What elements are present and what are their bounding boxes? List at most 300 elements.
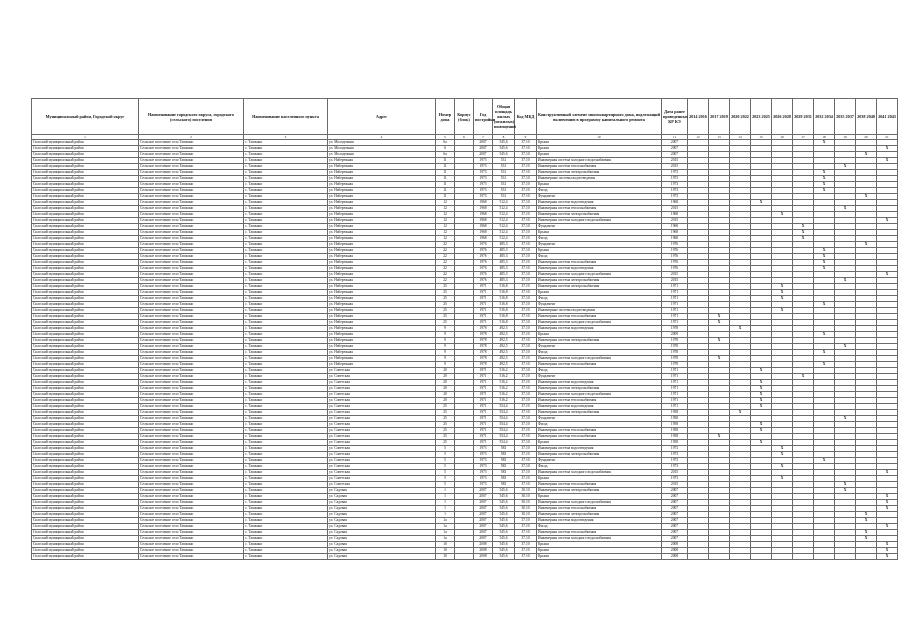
column-header: Общая площадь жилых (нежилых) помещений xyxy=(493,99,515,135)
repair-period-mark: X xyxy=(835,488,856,494)
table-cell: 37.10 xyxy=(515,380,537,386)
table-cell: 1978 xyxy=(474,362,493,368)
table-cell: 2015 xyxy=(662,158,688,164)
table-cell: Сельское поселение село Ташкино xyxy=(139,362,244,368)
table-cell: 37.10 xyxy=(515,524,537,530)
repair-period-mark: X xyxy=(751,428,772,434)
table-cell: 1971 xyxy=(662,296,688,302)
table-cell: 516,2 xyxy=(493,398,515,404)
table-cell: ул. Набережная xyxy=(328,230,436,236)
table-cell: Спасский муниципальный район xyxy=(32,374,139,380)
table-cell: Сельское поселение село Ташкино xyxy=(139,554,244,560)
table-cell: 492,5 xyxy=(493,350,515,356)
table-cell: 37.10 xyxy=(515,206,537,212)
table-cell: Спасский муниципальный район xyxy=(32,182,139,188)
table-cell: Сельское поселение село Ташкино xyxy=(139,470,244,476)
table-cell: 37.10 xyxy=(515,224,537,230)
table-cell: с. Ташкино xyxy=(244,350,328,356)
table-cell: с. Ташкино xyxy=(244,398,328,404)
column-header: 2020 2022 xyxy=(730,99,751,135)
table-cell: ул. Набережная xyxy=(328,302,436,308)
table-cell: 1968 xyxy=(474,206,493,212)
column-header: 2023 2025 xyxy=(751,99,772,135)
table-cell: 1971 xyxy=(474,428,493,434)
table-cell: Сельское поселение село Ташкино xyxy=(139,506,244,512)
table-cell: 37.10 xyxy=(515,212,537,218)
table-cell: Спасский муниципальный район xyxy=(32,284,139,290)
table-cell: 1958 xyxy=(662,422,688,428)
repair-period-mark: X xyxy=(856,512,877,518)
table-cell: 6 xyxy=(436,146,455,152)
table-cell: 10 xyxy=(436,548,455,554)
table-cell: ул. Набережная xyxy=(328,176,436,182)
table-cell: с. Ташкино xyxy=(244,224,328,230)
table-cell: 37.10 xyxy=(515,140,537,146)
table-header xyxy=(32,99,898,140)
table-cell: Сельское поселение село Ташкино xyxy=(139,290,244,296)
table-cell: 25 xyxy=(436,284,455,290)
table-cell: 30.10 xyxy=(515,506,537,512)
table-cell: 545,6 xyxy=(493,554,515,560)
table-cell: ул. Молодежная xyxy=(328,146,436,152)
column-header: Наименование городского округа, городского (сельского) поселения xyxy=(139,99,244,135)
table-cell: ул. Набережная xyxy=(328,326,436,332)
column-number: 16 xyxy=(772,135,793,140)
table-cell: с. Ташкино xyxy=(244,284,328,290)
table-cell: 25 xyxy=(436,296,455,302)
table-cell: 516,8 xyxy=(493,284,515,290)
table-cell: 11 xyxy=(436,158,455,164)
table-cell: 1973 xyxy=(474,182,493,188)
table-cell: ул. Набережная xyxy=(328,218,436,224)
table-cell: 22 xyxy=(436,272,455,278)
table-cell: Сельское поселение село Ташкино xyxy=(139,452,244,458)
table-cell: Спасский муниципальный район xyxy=(32,212,139,218)
table-cell: 37.10 xyxy=(515,182,537,188)
table-cell: Инженерная система холодного водоснабжения xyxy=(537,536,662,542)
table-cell: ул. Советская xyxy=(328,428,436,434)
repair-period-mark: X xyxy=(793,230,814,236)
table-cell: 2015 xyxy=(662,272,688,278)
table-cell: 1978 xyxy=(662,356,688,362)
table-cell: Спасский муниципальный район xyxy=(32,524,139,530)
table-cell: Крыша xyxy=(537,248,662,254)
table-cell: ул. Садовая xyxy=(328,542,436,548)
table-cell: Крыша xyxy=(537,440,662,446)
table-cell: 485,3 xyxy=(493,278,515,284)
table-cell: с. Ташкино xyxy=(244,248,328,254)
table-cell: Спасский муниципальный район xyxy=(32,266,139,272)
table-cell: 1971 xyxy=(474,386,493,392)
table-cell: Сельское поселение село Ташкино xyxy=(139,386,244,392)
table-cell: 1968 xyxy=(474,200,493,206)
table-cell: 5 xyxy=(436,470,455,476)
table-cell: 1971 xyxy=(662,284,688,290)
table-cell: 1973 xyxy=(474,452,493,458)
table-cell: 37.10 xyxy=(515,362,537,368)
table-cell: Фундамент xyxy=(537,458,662,464)
table-cell: 37.10 xyxy=(515,152,537,158)
table-cell: 22 xyxy=(436,278,455,284)
repair-period-mark: X xyxy=(772,284,793,290)
table-cell: 37.10 xyxy=(515,332,537,338)
table-cell: Спасский муниципальный район xyxy=(32,302,139,308)
table-cell: ул. Набережная xyxy=(328,200,436,206)
table-cell: Инженерная система водоотведения xyxy=(537,404,662,410)
table-cell: Сельское поселение село Ташкино xyxy=(139,428,244,434)
table-cell: 12 xyxy=(436,212,455,218)
table-cell: 516,8 xyxy=(493,308,515,314)
table-cell: 1958 xyxy=(662,416,688,422)
period-cell xyxy=(814,554,835,560)
table-cell: 37.10 xyxy=(515,326,537,332)
table-cell: 2007 xyxy=(474,140,493,146)
table-cell: 37.10 xyxy=(515,254,537,260)
table-cell: 516,8 xyxy=(493,290,515,296)
table-cell: 1976 xyxy=(662,266,688,272)
column-number: 2 xyxy=(139,135,244,140)
table-cell: Спасский муниципальный район xyxy=(32,392,139,398)
column-number: 14 xyxy=(730,135,751,140)
table-cell: 1971 xyxy=(662,392,688,398)
table-cell: ул. Набережная xyxy=(328,356,436,362)
table-cell: 492,5 xyxy=(493,344,515,350)
column-header: 2041 2043 xyxy=(877,99,898,135)
column-number: 11 xyxy=(662,135,688,140)
table-cell: 1971 xyxy=(474,290,493,296)
table-cell: 1973 xyxy=(474,194,493,200)
table-cell: Крыша xyxy=(537,290,662,296)
table-cell: 25 xyxy=(436,440,455,446)
table-cell: 2007 xyxy=(662,152,688,158)
table-cell: 20 xyxy=(436,398,455,404)
repair-period-mark: X xyxy=(709,314,730,320)
table-cell: 37.10 xyxy=(515,308,537,314)
table-cell: 37.10 xyxy=(515,452,537,458)
table-cell: Фундамент xyxy=(537,242,662,248)
table-cell: 1973 xyxy=(474,464,493,470)
table-cell: 512,4 xyxy=(493,206,515,212)
table-cell: Спасский муниципальный район xyxy=(32,296,139,302)
table-cell: 2015 xyxy=(662,206,688,212)
table-cell: 485,3 xyxy=(493,254,515,260)
table-cell: 2007 xyxy=(474,518,493,524)
table-cell: ул. Набережная xyxy=(328,254,436,260)
table-cell: Спасский муниципальный район xyxy=(32,176,139,182)
repair-period-mark: X xyxy=(814,254,835,260)
table-cell: 1973 xyxy=(474,446,493,452)
table-cell: 2015 xyxy=(662,218,688,224)
column-header: Муниципальный район, Городской округ xyxy=(32,99,139,135)
table-cell: Сельское поселение село Ташкино xyxy=(139,398,244,404)
table-cell: 1971 xyxy=(474,296,493,302)
table-cell: 25 xyxy=(436,416,455,422)
table-cell: с. Ташкино xyxy=(244,218,328,224)
table-cell: ул. Набережная xyxy=(328,362,436,368)
table-cell: с. Ташкино xyxy=(244,476,328,482)
table-cell: Спасский муниципальный район xyxy=(32,386,139,392)
table-cell: 2015 xyxy=(662,164,688,170)
table-cell: 37.10 xyxy=(515,416,537,422)
table-cell: 485,3 xyxy=(493,260,515,266)
table-cell: 5 xyxy=(436,476,455,482)
table-cell: с. Ташкино xyxy=(244,536,328,542)
repair-period-mark: X xyxy=(835,344,856,350)
table-cell: 37.10 xyxy=(515,284,537,290)
table-cell: Инженерная система холодного водоснабжения xyxy=(537,356,662,362)
table-cell: Инженерная система электроснабжения xyxy=(537,212,662,218)
table-cell: ул. Набережная xyxy=(328,332,436,338)
table-cell: Сельское поселение село Ташкино xyxy=(139,200,244,206)
table-cell: 1973 xyxy=(474,188,493,194)
column-number: 3 xyxy=(244,135,328,140)
repair-period-mark: X xyxy=(793,224,814,230)
table-cell: 1а xyxy=(436,524,455,530)
table-cell: 1978 xyxy=(474,332,493,338)
table-cell: Сельское поселение село Ташкино xyxy=(139,458,244,464)
table-cell: 37.10 xyxy=(515,278,537,284)
table-cell: 1958 xyxy=(662,434,688,440)
table-cell: 37.10 xyxy=(515,422,537,428)
repair-period-mark: X xyxy=(772,476,793,482)
table-cell: Спасский муниципальный район xyxy=(32,476,139,482)
table-cell: 25 xyxy=(436,290,455,296)
table-cell: с. Ташкино xyxy=(244,548,328,554)
column-number: 8 xyxy=(493,135,515,140)
table-cell: Инженерная система холодного водоснабжения xyxy=(537,272,662,278)
table-cell: Спасский муниципальный район xyxy=(32,506,139,512)
table-cell: 1971 xyxy=(662,380,688,386)
table-cell: 1971 xyxy=(662,368,688,374)
table-cell: с. Ташкино xyxy=(244,200,328,206)
table-cell: Сельское поселение село Ташкино xyxy=(139,542,244,548)
table-row xyxy=(32,554,898,560)
table-cell: 37.10 xyxy=(515,404,537,410)
table-cell: 37.10 xyxy=(515,392,537,398)
table-cell: Спасский муниципальный район xyxy=(32,446,139,452)
table-cell: 583 xyxy=(493,452,515,458)
table-cell: с. Ташкино xyxy=(244,164,328,170)
table-cell: Спасский муниципальный район xyxy=(32,194,139,200)
table-cell: 1968 xyxy=(474,236,493,242)
table-cell: Спасский муниципальный район xyxy=(32,218,139,224)
table-cell: Сельское поселение село Ташкино xyxy=(139,266,244,272)
table-cell: ул. Набережная xyxy=(328,272,436,278)
table-cell: 1973 xyxy=(662,194,688,200)
table-cell: ул. Советская xyxy=(328,398,436,404)
table-cell: ул. Садовая xyxy=(328,524,436,530)
repair-period-mark: X xyxy=(814,362,835,368)
column-header: Дата ранее проведенных КР КЭ xyxy=(662,99,688,135)
table-cell: Сельское поселение село Ташкино xyxy=(139,512,244,518)
column-number: 4 xyxy=(328,135,436,140)
repair-period-mark: X xyxy=(877,146,898,152)
table-cell: 25 xyxy=(436,422,455,428)
repair-period-mark: X xyxy=(709,356,730,362)
table-cell: Спасский муниципальный район xyxy=(32,428,139,434)
table-cell: Инженерная система теплоснабжения xyxy=(537,314,662,320)
table-cell: Спасский муниципальный район xyxy=(32,200,139,206)
table-cell: с. Ташкино xyxy=(244,386,328,392)
table-cell: Спасский муниципальный район xyxy=(32,470,139,476)
table-cell: 2008 xyxy=(662,542,688,548)
table-cell: Фасад xyxy=(537,350,662,356)
table-cell: с. Ташкино xyxy=(244,530,328,536)
table-cell: 20 xyxy=(436,368,455,374)
table-cell: Фундамент xyxy=(537,416,662,422)
table-cell: 1 xyxy=(436,494,455,500)
repair-period-mark: X xyxy=(877,506,898,512)
table-cell: ул. Набережная xyxy=(328,320,436,326)
table-cell: Сельское поселение село Ташкино xyxy=(139,536,244,542)
table-cell: Инженерная система водоотведения xyxy=(537,446,662,452)
table-cell: 1968 xyxy=(662,230,688,236)
table-cell: Сельское поселение село Ташкино xyxy=(139,392,244,398)
column-number: 7 xyxy=(474,135,493,140)
table-cell: с. Ташкино xyxy=(244,506,328,512)
table-cell: 11 xyxy=(436,176,455,182)
table-cell: с. Ташкино xyxy=(244,308,328,314)
table-cell: 37.10 xyxy=(515,266,537,272)
table-cell: Фасад xyxy=(537,464,662,470)
table-cell: Сельское поселение село Ташкино xyxy=(139,272,244,278)
table-cell: Спасский муниципальный район xyxy=(32,434,139,440)
period-cell xyxy=(730,554,751,560)
table-cell: 1971 xyxy=(474,302,493,308)
table-cell: Сельское поселение село Ташкино xyxy=(139,242,244,248)
table-cell: Сельское поселение село Ташкино xyxy=(139,422,244,428)
table-cell: Сельское поселение село Ташкино xyxy=(139,446,244,452)
table-cell: Инженерная система водоотведения xyxy=(537,518,662,524)
table-cell: с. Ташкино xyxy=(244,554,328,560)
table-cell: Инженерная система холодного водоснабжения xyxy=(537,470,662,476)
table-cell: 37.10 xyxy=(515,194,537,200)
table-cell: Фасад xyxy=(537,524,662,530)
table-cell: Спасский муниципальный район xyxy=(32,248,139,254)
table-cell: Спасский муниципальный район xyxy=(32,272,139,278)
table-cell: 20 xyxy=(436,392,455,398)
table-cell: Спасский муниципальный район xyxy=(32,548,139,554)
table-cell: 37.10 xyxy=(515,314,537,320)
table-cell: 1958 xyxy=(662,440,688,446)
table-cell: 1971 xyxy=(474,434,493,440)
table-cell: Инженерная система водоотведения xyxy=(537,380,662,386)
repair-period-mark: X xyxy=(856,536,877,542)
table-cell: 12 xyxy=(436,206,455,212)
column-header: 2017 2019 xyxy=(709,99,730,135)
table-cell: 1971 xyxy=(474,440,493,446)
table-cell: Инженерная система водоотведения xyxy=(537,200,662,206)
table-cell: Сельское поселение село Ташкино xyxy=(139,530,244,536)
table-cell: с. Ташкино xyxy=(244,494,328,500)
table-cell: ул. Садовая xyxy=(328,494,436,500)
table-cell: 545,6 xyxy=(493,530,515,536)
table-cell: ул. Советская xyxy=(328,386,436,392)
table-cell: ул. Набережная xyxy=(328,296,436,302)
repair-period-mark: X xyxy=(772,296,793,302)
table-cell: Инженерная система теплоснабжения xyxy=(537,164,662,170)
table-cell: 37.10 xyxy=(515,530,537,536)
table-cell: ул. Советская xyxy=(328,410,436,416)
repair-period-mark: X xyxy=(856,194,877,200)
table-cell: ул. Советская xyxy=(328,464,436,470)
repair-period-mark: X xyxy=(751,404,772,410)
period-cell xyxy=(751,554,772,560)
table-cell: Сельское поселение село Ташкино xyxy=(139,332,244,338)
table-cell: Спасский муниципальный район xyxy=(32,338,139,344)
repair-period-mark: X xyxy=(877,548,898,554)
table-cell: 37.10 xyxy=(515,542,537,548)
repair-period-mark: X xyxy=(856,530,877,536)
table-cell: 37.10 xyxy=(515,242,537,248)
table-cell: ул. Набережная xyxy=(328,344,436,350)
table-cell: 1978 xyxy=(662,344,688,350)
table-cell: с. Ташкино xyxy=(244,272,328,278)
table-cell: Спасский муниципальный район xyxy=(32,404,139,410)
table-cell: 1976 xyxy=(662,260,688,266)
table-cell: 485,3 xyxy=(493,242,515,248)
table-cell: с. Ташкино xyxy=(244,296,328,302)
column-header: 2029 2031 xyxy=(793,99,814,135)
table-cell: 554,4 xyxy=(493,422,515,428)
table-cell: Спасский муниципальный район xyxy=(32,452,139,458)
table-cell: Спасский муниципальный район xyxy=(32,230,139,236)
table-cell: с. Ташкино xyxy=(244,374,328,380)
table-cell: ул. Набережная xyxy=(328,170,436,176)
table-cell: Инженерная система холодного водоснабжения xyxy=(537,392,662,398)
table-cell: 1968 xyxy=(474,212,493,218)
table-cell: 1 xyxy=(436,506,455,512)
table-cell: Инженерная система теплоснабжения xyxy=(537,398,662,404)
repair-period-mark: X xyxy=(877,494,898,500)
table-cell: Спасский муниципальный район xyxy=(32,308,139,314)
repair-period-mark: X xyxy=(877,218,898,224)
table-cell: 1968 xyxy=(474,230,493,236)
table-cell: Инженерная система холодного водоснабжения xyxy=(537,158,662,164)
table-cell: 37.10 xyxy=(515,518,537,524)
table-cell: ул. Набережная xyxy=(328,188,436,194)
column-number: 1 xyxy=(32,135,139,140)
table-cell: 5 xyxy=(436,482,455,488)
table-cell: 1а xyxy=(436,518,455,524)
table-cell: с. Ташкино xyxy=(244,332,328,338)
table-cell: 25 xyxy=(436,308,455,314)
table-cell: 2008 xyxy=(474,548,493,554)
column-header: Наименование населенного пункта xyxy=(244,99,328,135)
table-cell: 1973 xyxy=(662,476,688,482)
table-cell: Спасский муниципальный район xyxy=(32,140,139,146)
table-cell: 5 xyxy=(436,446,455,452)
table-cell: 1973 xyxy=(474,476,493,482)
table-cell: Инженерная система теплоснабжения xyxy=(537,428,662,434)
table-cell xyxy=(455,554,474,560)
table-cell: 37.10 xyxy=(515,146,537,152)
table-cell: ул. Набережная xyxy=(328,158,436,164)
table-cell: Спасский муниципальный район xyxy=(32,458,139,464)
table-cell: 583 xyxy=(493,464,515,470)
table-cell: 545,6 xyxy=(493,152,515,158)
table-cell: 6а xyxy=(436,140,455,146)
table-cell: ул. Набережная xyxy=(328,314,436,320)
table-cell: 12 xyxy=(436,230,455,236)
table-cell: Спасский муниципальный район xyxy=(32,152,139,158)
table-cell: Инженерные системы водоотведения xyxy=(537,308,662,314)
table-cell: ул. Набережная xyxy=(328,236,436,242)
table-cell: 1 xyxy=(436,500,455,506)
table-cell: с. Ташкино xyxy=(244,452,328,458)
table-cell: 545,6 xyxy=(493,494,515,500)
table-cell: 9 xyxy=(436,344,455,350)
